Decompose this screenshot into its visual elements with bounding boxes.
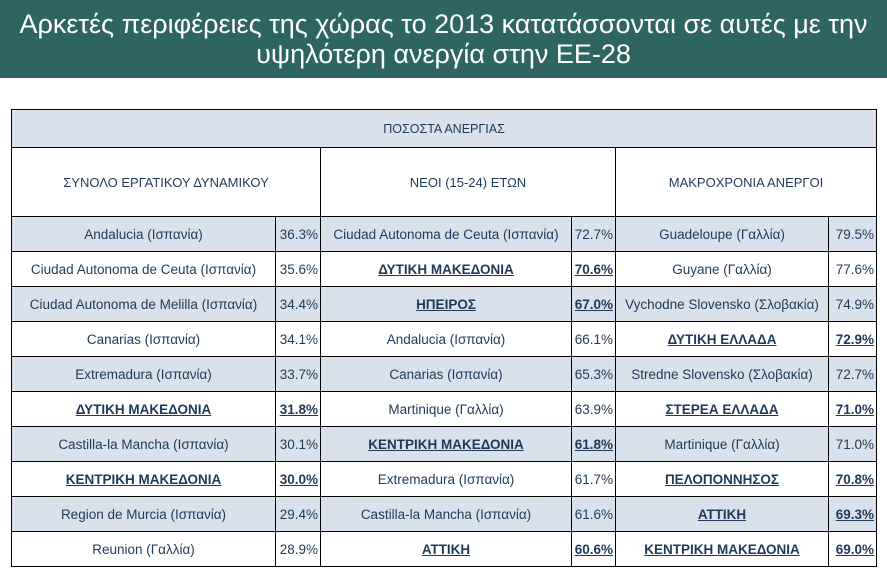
total-region-name: Extremadura (Ισπανία) (12, 357, 276, 392)
table-row (12, 322, 877, 357)
table-row (12, 217, 877, 252)
long-term-rate-value: 72.7% (829, 357, 877, 392)
long-term-region-name: ΣΤΕΡΕΑ ΕΛΛΑΔΑ (616, 392, 829, 427)
youth-rate-value: 72.7% (572, 217, 616, 252)
total-rate-value: 30.0% (276, 462, 321, 497)
long-term-region-name: Martinique (Γαλλία) (616, 427, 829, 462)
total-region-name: Canarias (Ισπανία) (12, 322, 276, 357)
table-row (12, 392, 877, 427)
table-row (12, 357, 877, 392)
youth-region-name: Andalucia (Ισπανία) (321, 322, 572, 357)
total-region-name: ΚΕΝΤΡΙΚΗ ΜΑΚΕΔΟΝΙΑ (12, 462, 276, 497)
youth-region-name: ΚΕΝΤΡΙΚΗ ΜΑΚΕΔΟΝΙΑ (321, 427, 572, 462)
table-row (12, 532, 877, 567)
table-row (12, 287, 877, 322)
total-region-name: Region de Murcia (Ισπανία) (12, 497, 276, 532)
title-bar (0, 0, 887, 78)
long-term-rate-value: 72.9% (829, 322, 877, 357)
long-term-rate-value: 70.8% (829, 462, 877, 497)
column-header-row (12, 148, 877, 217)
table-row (12, 497, 877, 532)
total-rate-value: 34.1% (276, 322, 321, 357)
youth-rate-value: 61.6% (572, 497, 616, 532)
youth-rate-value: 60.6% (572, 532, 616, 567)
youth-rate-value: 66.1% (572, 322, 616, 357)
long-term-rate-value: 74.9% (829, 287, 877, 322)
long-term-region-name: ΑΤΤΙΚΗ (616, 497, 829, 532)
youth-rate-value: 63.9% (572, 392, 616, 427)
slide-title: Αρκετές περιφέρειες της χώρας το 2013 κατατάσσονται σε αυτές με την υψηλότερη ανεργία στην ΕΕ-28 (19, 9, 868, 69)
long-term-rate-value: 79.5% (829, 217, 877, 252)
total-region-name: ΔΥΤΙΚΗ ΜΑΚΕΔΟΝΙΑ (12, 392, 276, 427)
total-rate-value: 31.8% (276, 392, 321, 427)
total-region-name: Ciudad Autonoma de Melilla (Ισπανία) (12, 287, 276, 322)
total-rate-value: 29.4% (276, 497, 321, 532)
table-row (12, 427, 877, 462)
total-region-name: Reunion (Γαλλία) (12, 532, 276, 567)
column-header-youth: ΝΕΟΙ (15-24) ΕΤΩΝ (321, 148, 616, 217)
long-term-region-name: ΔΥΤΙΚΗ ΕΛΛΑΔΑ (616, 322, 829, 357)
total-region-name: Andalucia (Ισπανία) (12, 217, 276, 252)
youth-region-name: Castilla-la Mancha (Ισπανία) (321, 497, 572, 532)
youth-region-name: Martinique (Γαλλία) (321, 392, 572, 427)
youth-rate-value: 61.8% (572, 427, 616, 462)
total-rate-value: 36.3% (276, 217, 321, 252)
long-term-region-name: Vychodne Slovensko (Σλοβακία) (616, 287, 829, 322)
unemployment-table (11, 109, 877, 567)
total-rate-value: 35.6% (276, 252, 321, 287)
youth-region-name: ΗΠΕΙΡΟΣ (321, 287, 572, 322)
total-rate-value: 33.7% (276, 357, 321, 392)
long-term-rate-value: 77.6% (829, 252, 877, 287)
table-row (12, 252, 877, 287)
long-term-region-name: ΠΕΛΟΠΟΝΝΗΣΟΣ (616, 462, 829, 497)
youth-region-name: ΔΥΤΙΚΗ ΜΑΚΕΔΟΝΙΑ (321, 252, 572, 287)
total-rate-value: 30.1% (276, 427, 321, 462)
total-rate-value: 34.4% (276, 287, 321, 322)
long-term-rate-value: 71.0% (829, 392, 877, 427)
youth-rate-value: 65.3% (572, 357, 616, 392)
total-region-name: Ciudad Autonoma de Ceuta (Ισπανία) (12, 252, 276, 287)
table-header: ΠΟΣΟΣΤΑ ΑΝΕΡΓΙΑΣ (12, 110, 877, 148)
total-region-name: Castilla-la Mancha (Ισπανία) (12, 427, 276, 462)
long-term-region-name: Guadeloupe (Γαλλία) (616, 217, 829, 252)
youth-region-name: ΑΤΤΙΚΗ (321, 532, 572, 567)
youth-region-name: Ciudad Autonoma de Ceuta (Ισπανία) (321, 217, 572, 252)
youth-rate-value: 70.6% (572, 252, 616, 287)
long-term-rate-value: 71.0% (829, 427, 877, 462)
long-term-rate-value: 69.3% (829, 497, 877, 532)
column-header-long-term: ΜΑΚΡΟΧΡΟΝΙΑ ΑΝΕΡΓΟΙ (616, 148, 877, 217)
table-title-row (12, 110, 877, 148)
table-row (12, 462, 877, 497)
total-rate-value: 28.9% (276, 532, 321, 567)
long-term-region-name: Guyane (Γαλλία) (616, 252, 829, 287)
youth-region-name: Canarias (Ισπανία) (321, 357, 572, 392)
long-term-rate-value: 69.0% (829, 532, 877, 567)
youth-rate-value: 61.7% (572, 462, 616, 497)
long-term-region-name: ΚΕΝΤΡΙΚΗ ΜΑΚΕΔΟΝΙΑ (616, 532, 829, 567)
youth-rate-value: 67.0% (572, 287, 616, 322)
youth-region-name: Extremadura (Ισπανία) (321, 462, 572, 497)
column-header-total: ΣΥΝΟΛΟ ΕΡΓΑΤΙΚΟΥ ΔΥΝΑΜΙΚΟΥ (12, 148, 321, 217)
long-term-region-name: Stredne Slovensko (Σλοβακία) (616, 357, 829, 392)
